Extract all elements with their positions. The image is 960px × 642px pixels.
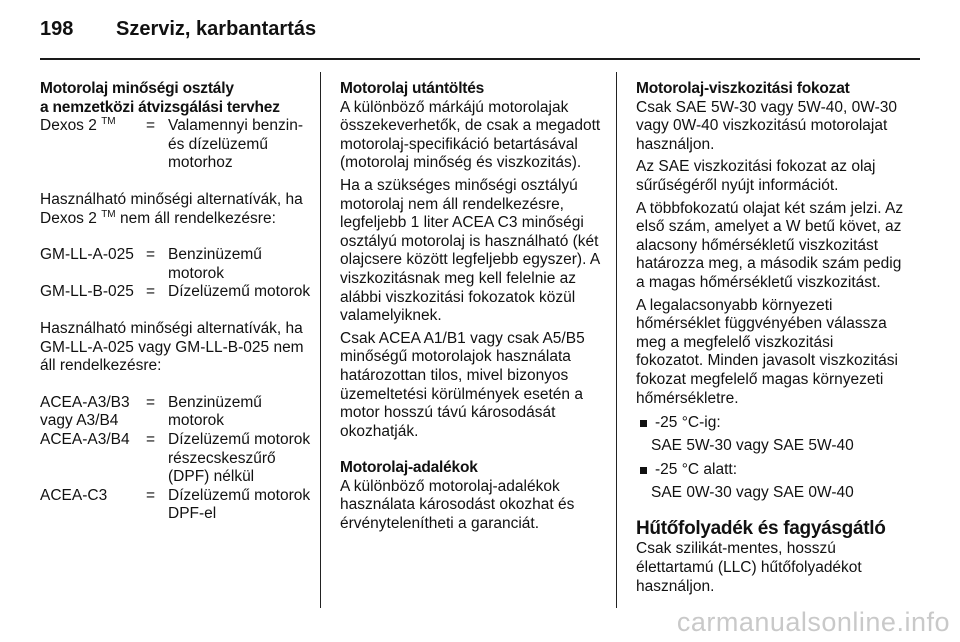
column-3 <box>636 80 904 596</box>
paragraph: A különböző motorolaj-adalékok használata károsodást okozhat és érvénytelenítheti a garanciát. <box>340 477 575 533</box>
column-divider-2 <box>616 72 617 608</box>
list-item <box>636 414 904 433</box>
spec-key <box>40 117 146 173</box>
watermark: carmanualsonline.info <box>676 607 950 637</box>
trademark-mark: TM <box>101 208 116 220</box>
gm-ll-table <box>40 246 314 302</box>
spec-eq: = <box>146 486 156 504</box>
alt1-tail: nem áll rendelkezésre: <box>119 209 276 227</box>
paragraph: A különböző márkájú motorolajak összekeverhetők, de csak a megadott motorolaj-specifikáció betartásával (motorolaj minőség és viszkozitás). <box>340 98 601 172</box>
oil-additives-heading: Motorolaj-adalékok <box>340 459 478 477</box>
spec-key: ACEA-A3/B4 <box>40 430 130 448</box>
spec-value: Dízelüzemű motorok részecskeszűrő (DPF) nélkül <box>168 430 311 486</box>
header-rule <box>40 58 920 60</box>
trademark-mark: TM <box>101 116 116 128</box>
page-title: Szerviz, karbantartás <box>116 18 317 40</box>
spec-eq: = <box>146 246 156 264</box>
bullet-label: -25 °C alatt: <box>655 461 738 479</box>
spec-value: Benzinüzemű motorok <box>168 393 262 430</box>
page-number: 198 <box>40 18 74 40</box>
table-row <box>40 487 314 524</box>
paragraph: A többfokozatú olajat két szám jelzi. Az első szám, amelyet a W betű követ, az alacsony hőmérsékletű viszkozitást határozza meg, a második szám pedig a magas hőmérsékletű viszkozitást. <box>636 199 904 291</box>
bullet-label: -25 °C-ig: <box>655 414 721 432</box>
paragraph: Az SAE viszkozitási fokozat az olaj sűrűségéről nyújt információt. <box>636 158 876 194</box>
list-item <box>636 461 904 480</box>
dexos-key: Dexos 2 <box>40 117 97 135</box>
alternatives-note-2: Használható minőségi alternatívák, ha GM-LL-A-025 vagy GM-LL-B-025 nem áll rendelkezésre: <box>40 319 304 375</box>
acea-table <box>40 394 314 524</box>
spec-value: Dízelüzemű motorok <box>168 283 311 301</box>
viscosity-heading: Motorolaj-viszkozitási fokozat <box>636 80 850 97</box>
spec-value: Valamennyi benzin- és dízelüzemű motorhoz <box>168 117 303 172</box>
bullet-detail: SAE 0W-30 vagy SAE 0W-40 <box>651 483 854 501</box>
spec-key: GM-LL-B-025 <box>40 283 134 301</box>
oil-quality-heading-line2: a nemzetközi átvizsgálási tervhez <box>40 98 280 116</box>
spec-eq: = <box>146 117 156 135</box>
paragraph: Csak ACEA A1/B1 vagy csak A5/B5 minőségű motorolajok használata határozottan tilos, mivel bizonyos üzemeltetési körülmények esetén a motor hosszú távú károsodását okozhatják. <box>340 329 585 440</box>
bullet-detail: SAE 5W-30 vagy SAE 5W-40 <box>651 436 854 454</box>
table-row <box>40 431 314 487</box>
bullet-square-icon <box>640 420 647 427</box>
column-divider-1 <box>320 72 321 608</box>
spec-value: Dízelüzemű motorok DPF-el <box>168 486 311 523</box>
bullet-square-icon <box>640 467 647 474</box>
spec-key: GM-LL-A-025 <box>40 246 134 264</box>
spec-eq: = <box>146 393 156 411</box>
oil-quality-heading-line1: Motorolaj minőségi osztály <box>40 80 234 97</box>
table-row <box>40 117 314 173</box>
paragraph: Csak szilikát-mentes, hosszú élettartamú (LLC) hűtőfolyadékot használjon. <box>636 540 862 595</box>
oil-quality-heading <box>40 80 314 117</box>
spec-key: ACEA-A3/B3 vagy A3/B4 <box>40 393 130 430</box>
page-header <box>40 18 316 48</box>
paragraph: A legalacsonyabb környezeti hőmérséklet függvényében válassza meg a megfelelő viszkozitási fokozatot. Minden javasolt viszkozitási fokozat megfelelő magas környezeti hőmérsékletre. <box>636 296 898 407</box>
spec-key: ACEA-C3 <box>40 486 108 504</box>
paragraph: Csak SAE 5W-30 vagy 5W-40, 0W-30 vagy 0W-40 viszkozitású motorolajat használjon. <box>636 98 898 153</box>
table-row <box>40 394 314 431</box>
coolant-heading: Hűtőfolyadék és fagyásgátló <box>636 518 886 540</box>
table-row <box>40 246 314 283</box>
spec-eq: = <box>146 283 156 301</box>
column-1 <box>40 80 314 524</box>
spec-value: Benzinüzemű motorok <box>168 246 262 282</box>
table-row <box>40 283 314 302</box>
column-2 <box>340 80 608 534</box>
alt1-text: Használható minőségi alternatívák, ha Dexos 2 <box>40 190 303 227</box>
oil-topup-heading: Motorolaj utántöltés <box>340 80 485 97</box>
alternatives-note-1 <box>40 191 314 228</box>
dexos-table <box>40 117 314 173</box>
paragraph: Ha a szükséges minőségi osztályú motorolaj nem áll rendelkezésre, legfeljebb 1 liter ACEA C3 minőségi osztályú motorolaj is használható (két olajcsere között legfeljebb egyszer). A viszkozitásnak meg kell felelnie az alábbi viszkozitási fokozatok közül valamelyiknek. <box>340 176 600 325</box>
spec-eq: = <box>146 430 156 448</box>
